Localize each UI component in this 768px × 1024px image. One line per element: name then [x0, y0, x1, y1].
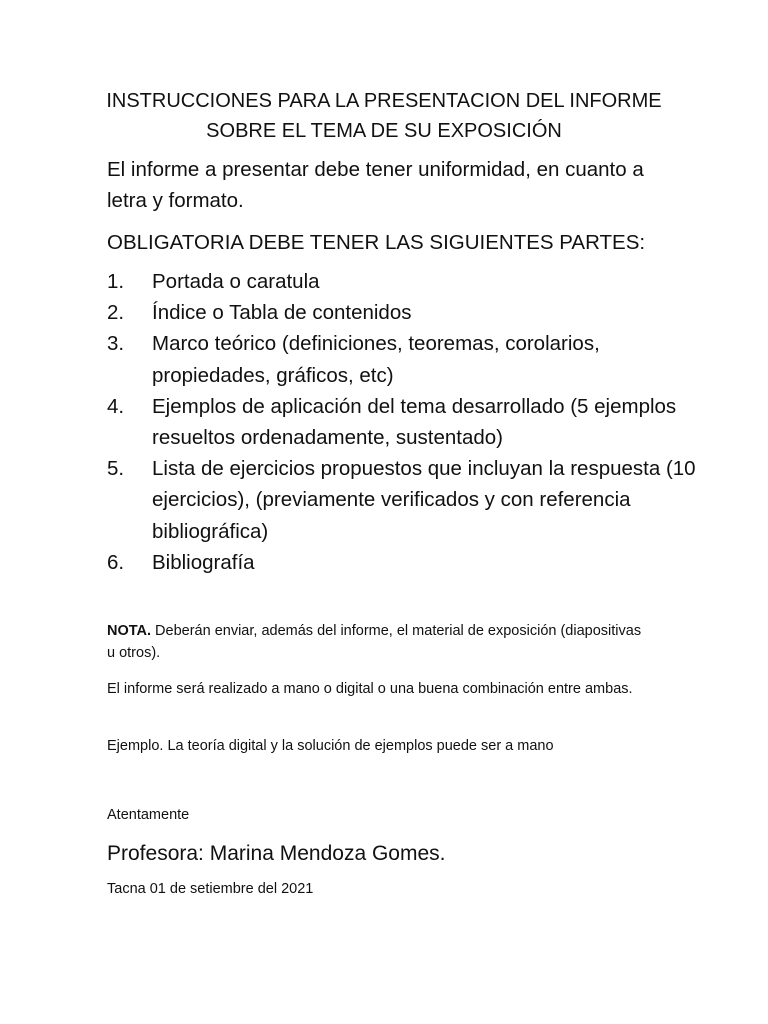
note-text: Deberán enviar, además del informe, el material de exposición (diapositivas u otros).	[107, 623, 642, 661]
list-item	[107, 297, 697, 328]
intro-paragraph: El informe a presentar debe tener uniformidad, en cuanto a letra y formato.	[107, 158, 644, 212]
document-title-line-1: INSTRUCCIONES PARA LA PRESENTACION DEL INFORME	[106, 90, 662, 112]
list-item-text: Portada o caratula	[152, 270, 320, 293]
format-note: El informe será realizado a mano o digital o una buena combinación entre ambas.	[107, 681, 633, 697]
list-item-number: 6.	[107, 550, 125, 574]
note-label: NOTA.	[107, 623, 152, 639]
list-item-text: Ejemplos de aplicación del tema desarrollado (5 ejemplos resueltos ordenadamente, sustentado)	[152, 394, 677, 450]
obligatory-heading: OBLIGATORIA DEBE TENER LAS SIGUIENTES PARTES:	[107, 231, 646, 254]
list-item-text: Lista de ejercicios propuestos que incluyan la respuesta (10 ejercicios), (previamente verificados y con referencia bibliográfica)	[152, 457, 696, 543]
list-item-number: 1.	[107, 270, 125, 293]
list-item	[107, 328, 697, 390]
note-paragraph	[107, 620, 647, 664]
list-item-text: Bibliografía	[152, 550, 255, 574]
required-parts-list	[107, 266, 697, 578]
list-item-number: 3.	[107, 332, 125, 356]
place-date: Tacna 01 de setiembre del 2021	[107, 881, 314, 897]
document-title-line-2: SOBRE EL TEMA DE SU EXPOSICIÓN	[206, 120, 562, 142]
example-note: Ejemplo. La teoría digital y la solución de ejemplos puede ser a mano	[107, 738, 554, 754]
list-item	[107, 266, 697, 297]
signature-line: Profesora: Marina Mendoza Gomes.	[107, 842, 446, 865]
list-item	[107, 391, 697, 453]
list-item-number: 5.	[107, 457, 125, 481]
list-item-number: 4.	[107, 394, 125, 418]
closing-regards: Atentamente	[107, 807, 190, 823]
list-item-text: Marco teórico (definiciones, teoremas, corolarios, propiedades, gráficos, etc)	[152, 332, 600, 387]
list-item-number: 2.	[107, 301, 125, 325]
list-item	[107, 453, 697, 547]
list-item-text: Índice o Tabla de contenidos	[152, 301, 412, 325]
list-item	[107, 547, 697, 578]
